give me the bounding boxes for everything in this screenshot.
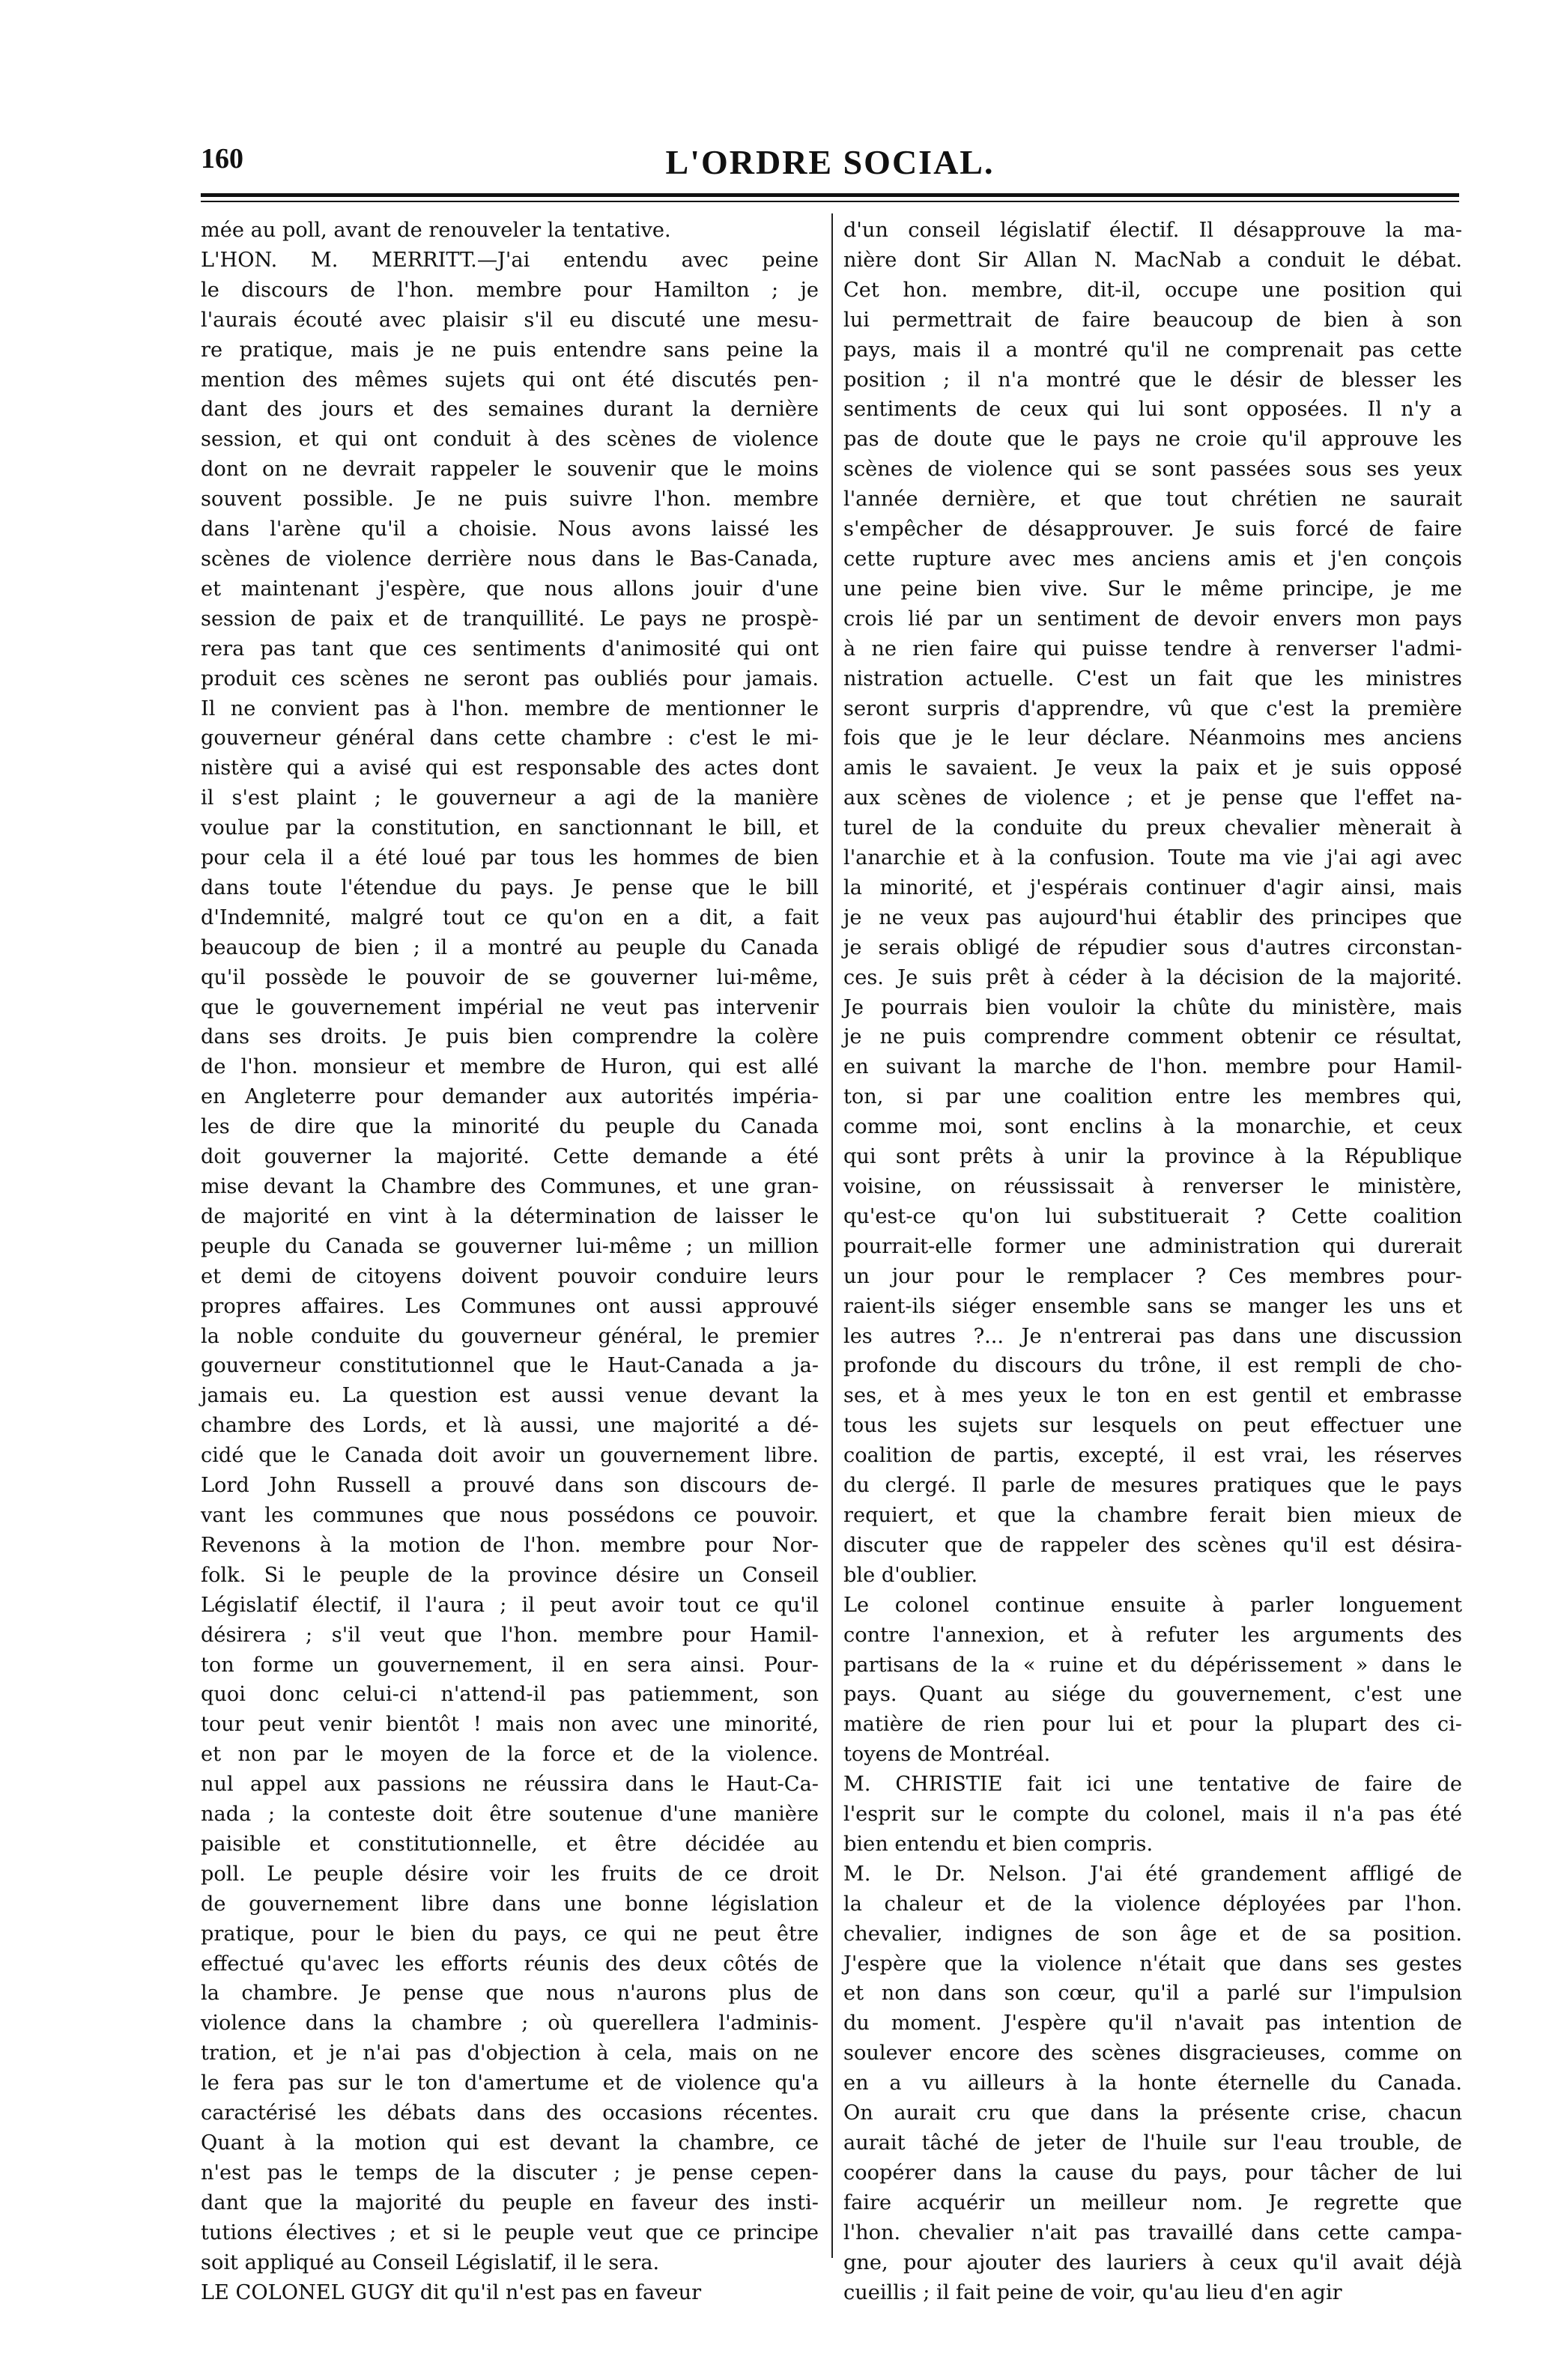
text-line: Je pourrais bien vouloir la chûte du ministère, mais: [843, 995, 1462, 1019]
text-line: bien entendu et bien compris.: [843, 1832, 1154, 1856]
text-line: caractérisé les débats dans des occasions récentes.: [201, 2101, 819, 2125]
text-line: cueillis ; il fait peine de voir, qu'au lieu d'en agir: [843, 2280, 1342, 2304]
text-line: Il ne convient pas à l'hon. membre de mentionner le: [201, 696, 819, 720]
text-line: souvent possible. Je ne puis suivre l'hon. membre: [201, 488, 819, 511]
header-rule-thick: [201, 193, 1459, 197]
text-line: Cet hon. membre, dit-il, occupe une position qui: [843, 278, 1462, 302]
text-line: aurait tâché de jeter de l'huile sur l'eau trouble, de: [843, 2131, 1462, 2155]
text-line: peuple du Canada se gouverner lui-même ; un million: [201, 1234, 819, 1258]
text-line: dans ses droits. Je puis bien comprendre la colère: [201, 1025, 819, 1049]
column-divider: [831, 213, 833, 2258]
text-line: voulue par la constitution, en sanctionnant le bill, et: [201, 816, 819, 840]
text-line: un jour pour le remplacer ? Ces membres pour-: [843, 1264, 1462, 1288]
text-line: du moment. J'espère qu'il n'avait pas intention de: [843, 2012, 1462, 2036]
text-line: mise devant la Chambre des Communes, et une gran-: [201, 1175, 819, 1198]
text-line: la chaleur et de la violence déployées par l'hon.: [843, 1892, 1462, 1916]
text-line: le discours de l'hon. membre pour Hamilton ; je: [201, 278, 819, 302]
text-line: LE COLONEL GUGY dit qu'il n'est pas en faveur: [201, 2280, 702, 2304]
text-line: tration, et je n'ai pas d'objection à cela, mais on ne: [201, 2041, 819, 2065]
text-line: ton forme un gouvernement, il en sera ainsi. Pour-: [201, 1653, 819, 1677]
text-line: chevalier, indignes de son âge et de sa position.: [843, 1922, 1462, 1946]
text-line: sentiments de ceux qui lui sont opposées. Il n'y a: [843, 398, 1462, 422]
text-line: d'un conseil législatif électif. Il désapprouve la ma-: [843, 219, 1462, 242]
text-line: la noble conduite du gouverneur général, le premier: [201, 1324, 819, 1348]
text-line: gne, pour ajouter des lauriers à ceux qu'il avait déjà: [843, 2250, 1462, 2274]
text-line: amis le savaient. Je veux la paix et je suis opposé: [843, 756, 1462, 780]
text-line: session de paix et de tranquillité. Le pays ne prospè-: [201, 607, 819, 631]
text-line: paisible et constitutionnelle, et être décidée au: [201, 1832, 819, 1856]
text-line: effectué qu'avec les efforts réunis des deux côtés de: [201, 1952, 819, 1976]
text-line: dans toute l'étendue du pays. Je pense que le bill: [201, 875, 819, 899]
text-line: M. CHRISTIE fait ici une tentative de faire de: [843, 1773, 1462, 1797]
text-line: du clergé. Il parle de mesures pratiques que le pays: [843, 1474, 1462, 1498]
text-line: turel de la conduite du preux chevalier mènerait à: [843, 816, 1462, 840]
text-line: Lord John Russell a prouvé dans son discours de-: [201, 1474, 819, 1498]
text-line: en Angleterre pour demander aux autorités impéria-: [201, 1085, 819, 1109]
text-line: matière de rien pour lui et pour la plupart des ci-: [843, 1713, 1462, 1737]
text-line: voisine, on réussissait à renverser le ministère,: [843, 1175, 1462, 1198]
text-line: d'Indemnité, malgré tout ce qu'on en a dit, a fait: [201, 905, 819, 929]
text-line: les autres ?... Je n'entrerai pas dans une discussion: [843, 1324, 1462, 1348]
text-line: tutions électives ; et si le peuple veut que ce principe: [201, 2220, 819, 2244]
text-line: je ne puis comprendre comment obtenir ce résultat,: [843, 1025, 1462, 1049]
text-line: et demi de citoyens doivent pouvoir conduire leurs: [201, 1264, 819, 1288]
text-line: M. le Dr. Nelson. J'ai été grandement affligé de: [843, 1862, 1462, 1886]
text-line: Législatif électif, il l'aura ; il peut avoir tout ce qu'il: [201, 1593, 819, 1617]
text-line: mée au poll, avant de renouveler la tentative.: [201, 219, 671, 242]
text-line: pays, mais il a montré qu'il ne comprenait pas cette: [843, 338, 1462, 362]
text-line: pays. Quant au siége du gouvernement, c'est une: [843, 1683, 1462, 1707]
text-line: toyens de Montréal.: [843, 1743, 1051, 1767]
text-line: ces. Je suis prêt à céder à la décision de la majorité.: [843, 965, 1462, 989]
text-line: s'empêcher de désapprouver. Je suis forcé de faire: [843, 517, 1462, 541]
text-line: jamais eu. La question est aussi venue devant la: [201, 1384, 819, 1408]
text-line: ses, et à mes yeux le ton en est gentil et embrasse: [843, 1384, 1462, 1408]
text-line: violence dans la chambre ; où querellera l'adminis-: [201, 2012, 819, 2036]
text-line: nistration actuelle. C'est un fait que les ministres: [843, 667, 1462, 690]
text-line: et non dans son cœur, qu'il a parlé sur l'impulsion: [843, 1982, 1462, 2006]
text-line: de majorité en vint à la détermination de laisser le: [201, 1204, 819, 1228]
text-line: en a vu ailleurs à la honte éternelle du Canada.: [843, 2071, 1462, 2095]
text-line: On aurait cru que dans la présente crise, chacun: [843, 2101, 1462, 2125]
text-line: qui sont prêts à unir la province à la République: [843, 1145, 1462, 1169]
text-line: de l'hon. monsieur et membre de Huron, qui est allé: [201, 1055, 819, 1079]
text-line: tour peut venir bientôt ! mais non avec une minorité,: [201, 1713, 819, 1737]
text-line: soulever encore des scènes disgracieuses, comme on: [843, 2041, 1462, 2065]
text-line: la chambre. Je pense que nous n'aurons plus de: [201, 1982, 819, 2006]
text-line: requiert, et que la chambre ferait bien mieux de: [843, 1503, 1462, 1527]
page-header: [201, 142, 1459, 187]
text-line: une peine bien vive. Sur le même principe, je me: [843, 577, 1462, 601]
running-title: L'ORDRE SOCIAL.: [665, 143, 995, 181]
text-line: pas de doute que le pays ne croie qu'il approuve les: [843, 428, 1462, 452]
text-line: session, et qui ont conduit à des scènes de violence: [201, 428, 819, 452]
text-line: coopérer dans la cause du pays, pour tâcher de lui: [843, 2161, 1462, 2185]
page-number: 160: [201, 143, 243, 174]
text-line: gouverneur général dans cette chambre : c'est le mi-: [201, 726, 819, 750]
text-line: scènes de violence derrière nous dans le Bas-Canada,: [201, 547, 819, 571]
text-line: tous les sujets sur lesquels on peut effectuer une: [843, 1414, 1462, 1438]
text-line: contre l'annexion, et à refuter les arguments des: [843, 1623, 1462, 1647]
text-line: partisans de la « ruine et du dépérissement » dans le: [843, 1653, 1462, 1677]
text-line: il s'est plaint ; le gouverneur a agi de la manière: [201, 786, 819, 810]
text-line: l'hon. chevalier n'ait pas travaillé dans cette campa-: [843, 2220, 1462, 2244]
text-line: chambre des Lords, et là aussi, une majorité a dé-: [201, 1414, 819, 1438]
text-line: que le gouvernement impérial ne veut pas intervenir: [201, 995, 819, 1019]
text-line: doit gouverner la majorité. Cette demande a été: [201, 1145, 819, 1169]
text-line: ton, si par une coalition entre les membres qui,: [843, 1085, 1462, 1109]
text-line: L'HON. M. MERRITT.—J'ai entendu avec peine: [201, 248, 819, 272]
text-line: dant que la majorité du peuple en faveur des insti-: [201, 2191, 819, 2214]
text-line: Le colonel continue ensuite à parler longuement: [843, 1593, 1462, 1617]
text-line: re pratique, mais je ne puis entendre sans peine la: [201, 338, 819, 362]
text-line: propres affaires. Les Communes ont aussi approuvé: [201, 1294, 819, 1318]
text-line: la minorité, et j'espérais continuer d'agir ainsi, mais: [843, 875, 1462, 899]
text-line: J'espère que la violence n'était que dans ses gestes: [843, 1952, 1462, 1976]
text-line: pour cela il a été loué par tous les hommes de bien: [201, 846, 819, 870]
text-line: produit ces scènes ne seront pas oubliés pour jamais.: [201, 667, 819, 690]
text-line: et maintenant j'espère, que nous allons jouir d'une: [201, 577, 819, 601]
text-line: rera pas tant que ces sentiments d'animosité qui ont: [201, 637, 819, 661]
text-line: qu'est-ce qu'on lui substituerait ? Cette coalition: [843, 1204, 1462, 1228]
text-line: faire acquérir un meilleur nom. Je regrette que: [843, 2191, 1462, 2214]
text-line: profonde du discours du trône, il est rempli de cho-: [843, 1354, 1462, 1378]
text-line: nière dont Sir Allan N. MacNab a conduit le débat.: [843, 248, 1462, 272]
text-line: coalition de partis, excepté, il est vrai, les réserves: [843, 1444, 1462, 1468]
text-line: n'est pas le temps de la discuter ; je pense cepen-: [201, 2161, 819, 2185]
text-line: fois que je le leur déclare. Néanmoins mes anciens: [843, 726, 1462, 750]
text-line: dant des jours et des semaines durant la dernière: [201, 398, 819, 422]
text-line: cidé que le Canada doit avoir un gouvernement libre.: [201, 1444, 819, 1468]
text-line: nistère qui a avisé qui est responsable des actes dont: [201, 756, 819, 780]
text-line: position ; il n'a montré que le désir de blesser les: [843, 368, 1462, 392]
text-line: gouverneur constitutionnel que le Haut-Canada a ja-: [201, 1354, 819, 1378]
text-line: seront surpris d'apprendre, vû que c'est la première: [843, 696, 1462, 720]
text-line: lui permettrait de faire beaucoup de bien à son: [843, 308, 1462, 332]
text-line: de gouvernement libre dans une bonne législation: [201, 1892, 819, 1916]
text-line: mention des mêmes sujets qui ont été discutés pen-: [201, 368, 819, 392]
text-line: quoi donc celui-ci n'attend-il pas patiemment, son: [201, 1683, 819, 1707]
left-text-column: [201, 216, 819, 2307]
text-line: poll. Le peuple désire voir les fruits de ce droit: [201, 1862, 819, 1886]
text-line: désirera ; s'il veut que l'hon. membre pour Hamil-: [201, 1623, 819, 1647]
text-line: dont on ne devrait rappeler le souvenir que le moins: [201, 458, 819, 482]
text-line: qu'il possède le pouvoir de se gouverner lui-même,: [201, 965, 819, 989]
text-line: dans l'arène qu'il a choisie. Nous avons laissé les: [201, 517, 819, 541]
text-line: beaucoup de bien ; il a montré au peuple du Canada: [201, 935, 819, 959]
text-line: crois lié par un sentiment de devoir envers mon pays: [843, 607, 1462, 631]
text-line: l'année dernière, et que tout chrétien ne saurait: [843, 488, 1462, 511]
text-line: je ne veux pas aujourd'hui établir des principes que: [843, 905, 1462, 929]
text-line: nul appel aux passions ne réussira dans le Haut-Ca-: [201, 1773, 819, 1797]
text-line: folk. Si le peuple de la province désire un Conseil: [201, 1563, 819, 1587]
text-line: je serais obligé de répudier sous d'autres circonstan-: [843, 935, 1462, 959]
text-line: ble d'oublier.: [843, 1563, 978, 1587]
text-line: l'aurais écouté avec plaisir s'il eu discuté une mesu-: [201, 308, 819, 332]
text-line: pratique, pour le bien du pays, ce qui ne peut être: [201, 1922, 819, 1946]
text-line: raient-ils siéger ensemble sans se manger les uns et: [843, 1294, 1462, 1318]
text-line: vant les communes que nous possédons ce pouvoir.: [201, 1503, 819, 1527]
text-line: soit appliqué au Conseil Législatif, il le sera.: [201, 2250, 660, 2274]
text-line: discuter que de rappeler des scènes qu'il est désira-: [843, 1533, 1462, 1557]
text-line: cette rupture avec mes anciens amis et j'en conçois: [843, 547, 1462, 571]
text-line: nada ; la conteste doit être soutenue d'une manière: [201, 1803, 819, 1827]
text-line: les de dire que la minorité du peuple du Canada: [201, 1115, 819, 1139]
header-rule-thin: [201, 201, 1459, 202]
text-line: pourrait-elle former une administration qui durerait: [843, 1234, 1462, 1258]
text-line: l'anarchie et à la confusion. Toute ma vie j'ai agi avec: [843, 846, 1462, 870]
text-line: comme moi, sont enclins à la monarchie, et ceux: [843, 1115, 1462, 1139]
right-text-column: [843, 216, 1462, 2307]
text-line: en suivant la marche de l'hon. membre pour Hamil-: [843, 1055, 1462, 1079]
text-line: l'esprit sur le compte du colonel, mais il n'a pas été: [843, 1803, 1462, 1827]
text-line: à ne rien faire qui puisse tendre à renverser l'admi-: [843, 637, 1462, 661]
text-line: le fera pas sur le ton d'amertume et de violence qu'a: [201, 2071, 819, 2095]
text-line: et non par le moyen de la force et de la violence.: [201, 1743, 819, 1767]
text-line: Revenons à la motion de l'hon. membre pour Nor-: [201, 1533, 819, 1557]
text-line: Quant à la motion qui est devant la chambre, ce: [201, 2131, 819, 2155]
text-line: scènes de violence qui se sont passées sous ses yeux: [843, 458, 1462, 482]
text-line: aux scènes de violence ; et je pense que l'effet na-: [843, 786, 1462, 810]
